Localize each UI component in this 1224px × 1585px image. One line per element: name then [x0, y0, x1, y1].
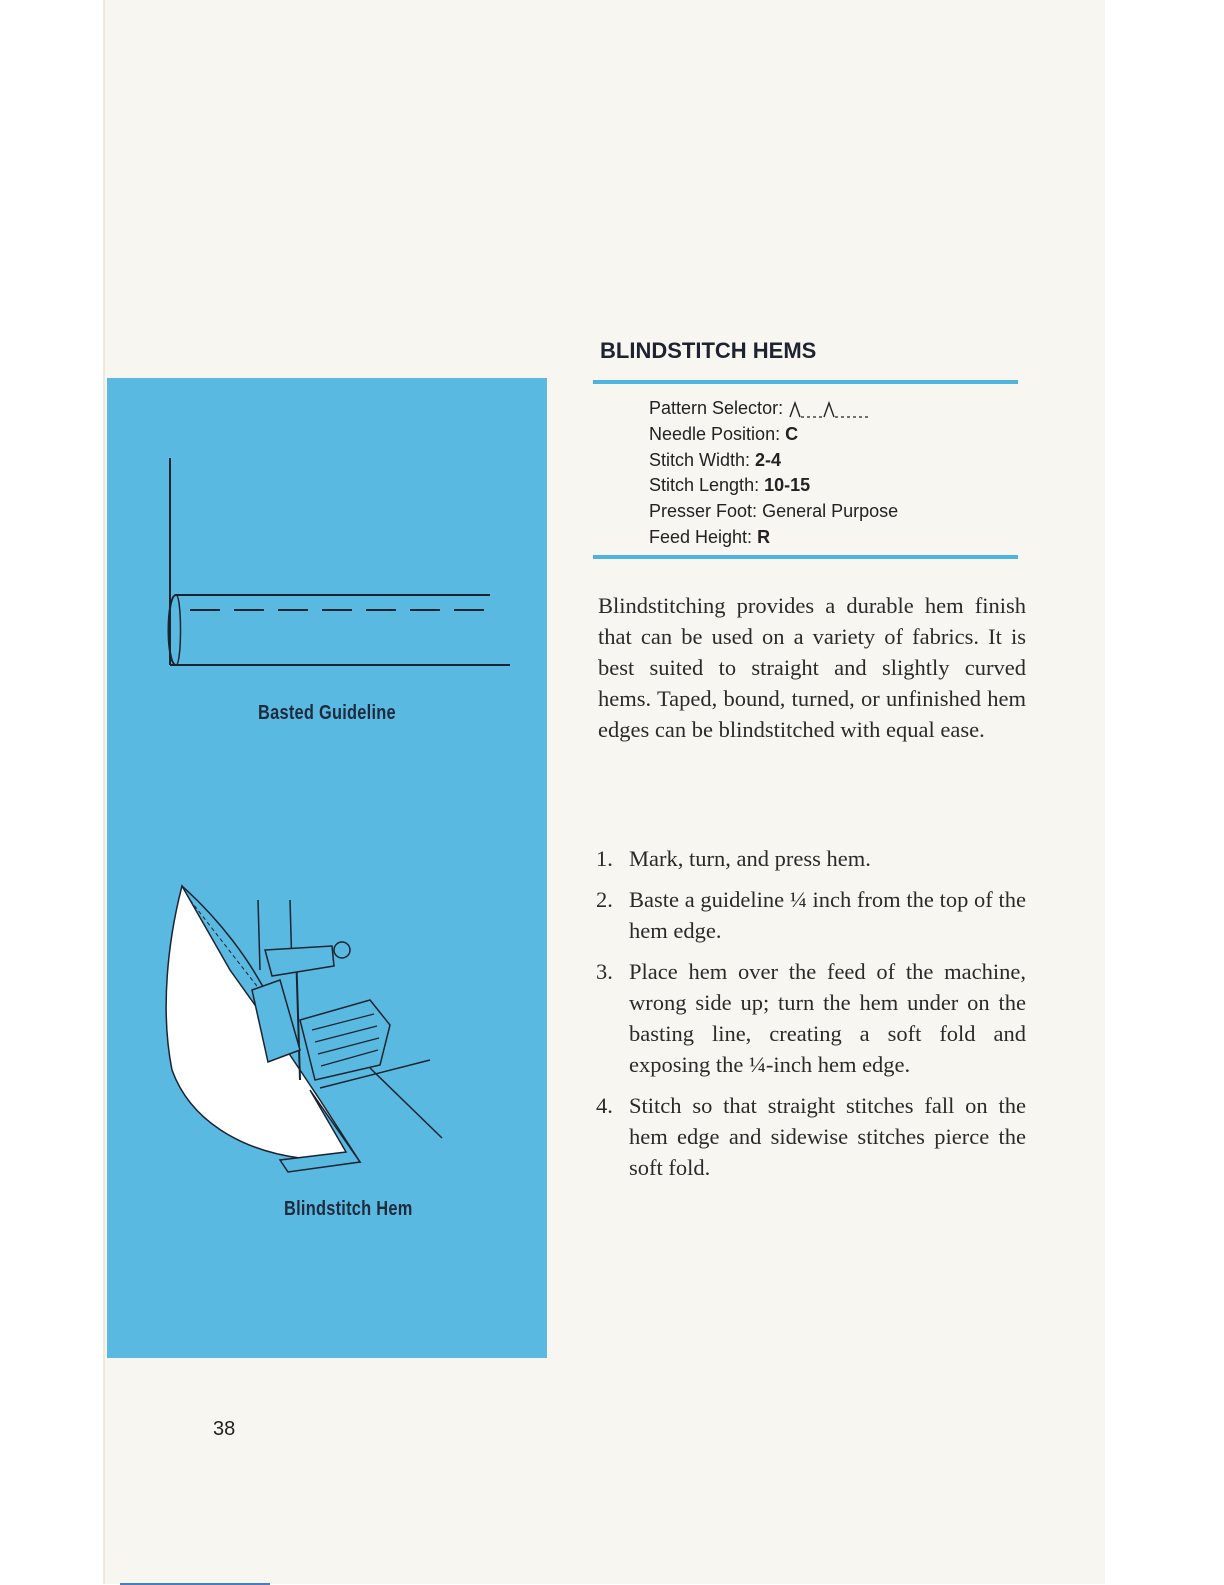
setting-pattern-selector: [649, 396, 898, 422]
setting-value: General Purpose: [762, 501, 899, 522]
list-item: [596, 956, 1026, 1080]
setting-value: C: [785, 423, 799, 444]
step-number: 3.: [596, 959, 613, 984]
setting-label: Presser Foot:: [649, 501, 758, 522]
blindstitch-pattern-icon: [788, 399, 872, 419]
basted-guideline-illustration: [150, 450, 530, 690]
setting-stitch-length: [649, 473, 898, 499]
intro-paragraph: Blindstitching provides a durable hem finish that can be used on a variety of fabrics. It is best suited to straight and slightly curved hems. Taped, bound, turned, or unfinished hem edges can be blindstitched with equal ease.: [598, 593, 1026, 742]
bottom-rule: [593, 555, 1018, 559]
list-item: [596, 843, 1026, 874]
step-number: 1.: [596, 846, 613, 871]
stitch-settings: [649, 396, 898, 551]
setting-feed-height: [649, 525, 898, 551]
setting-value: 2-4: [755, 449, 782, 470]
list-item: [596, 1090, 1026, 1183]
page-number: 38: [213, 1418, 236, 1440]
step-text: Stitch so that straight stitches fall on the hem edge and sidewise stitches pierce the soft fold.: [629, 1093, 1026, 1180]
instruction-list: [596, 843, 1026, 1193]
setting-value: 10-15: [764, 475, 811, 496]
step-number: 2.: [596, 887, 613, 912]
figure-caption-basted-guideline: Basted Guideline: [258, 702, 396, 724]
setting-label: Feed Height:: [649, 526, 753, 547]
setting-label: Stitch Width:: [649, 449, 751, 470]
step-text: Place hem over the feed of the machine, wrong side up; turn the hem under on the basting line, creating a soft fold and exposing the ¼-inch hem edge.: [629, 959, 1026, 1077]
list-item: [596, 884, 1026, 946]
step-number: 4.: [596, 1093, 613, 1118]
setting-value: R: [757, 526, 771, 547]
section-title: BLINDSTITCH HEMS: [600, 338, 817, 363]
figure-caption-blindstitch-hem: Blindstitch Hem: [284, 1198, 413, 1220]
setting-label: Needle Position:: [649, 423, 781, 444]
step-text: Mark, turn, and press hem.: [629, 846, 871, 871]
setting-needle-position: [649, 422, 898, 448]
setting-label: Pattern Selector:: [649, 398, 784, 418]
setting-stitch-width: [649, 448, 898, 474]
setting-presser-foot: [649, 499, 898, 525]
top-rule: [593, 380, 1018, 384]
setting-label: Stitch Length:: [649, 475, 760, 496]
step-text: Baste a guideline ¼ inch from the top of the hem edge.: [629, 887, 1026, 943]
blindstitch-hem-illustration: [160, 880, 460, 1180]
